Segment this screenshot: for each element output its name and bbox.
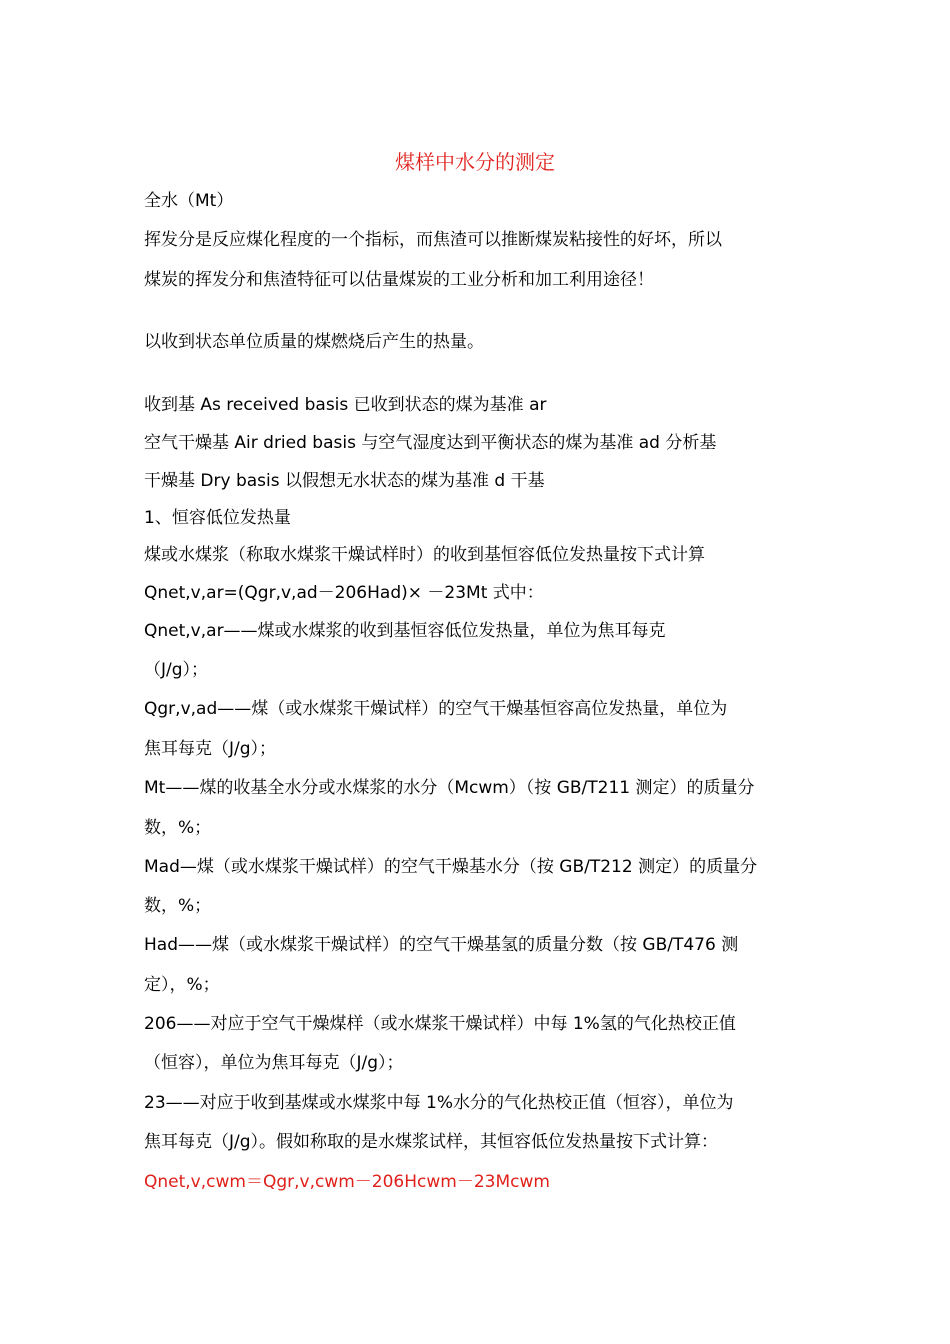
text-line: 焦耳每克（J/g）； xyxy=(144,739,277,759)
text-line: 干燥基 Dry basis 以假想无水状态的煤为基准 d 干基 xyxy=(144,471,545,491)
text-line: 煤或水煤浆（称取水煤浆干燥试样时）的收到基恒容低位发热量按下式计算 xyxy=(144,545,705,565)
text-line: （J/g）； xyxy=(144,660,209,680)
text-line: 空气干燥基 Air dried basis 与空气湿度达到平衡状态的煤为基准 ad 分析基 xyxy=(144,433,717,453)
formula-line-highlighted: Qnet,v,cwm＝Qgr,v,cwm－206Hcwm－23Mcwm xyxy=(144,1172,550,1192)
text-line: 焦耳每克（J/g）。假如称取的是水煤浆试样，其恒容低位发热量按下式计算： xyxy=(144,1132,719,1152)
section-heading: 1、恒容低位发热量 xyxy=(144,508,291,528)
text-line: Qnet,v,ar——煤或水煤浆的收到基恒容低位发热量，单位为焦耳每克 xyxy=(144,621,666,641)
text-line: 206——对应于空气干燥煤样（或水煤浆干燥试样）中每 1%氢的气化热校正值 xyxy=(144,1014,736,1034)
text-line: 挥发分是反应煤化程度的一个指标，而焦渣可以推断煤炭粘接性的好坏，所以 xyxy=(144,230,722,250)
text-line: 以收到状态单位质量的煤燃烧后产生的热量。 xyxy=(144,332,484,352)
text-line: Qgr,v,ad——煤（或水煤浆干燥试样）的空气干燥基恒容高位发热量，单位为 xyxy=(144,699,728,719)
text-line: （恒容），单位为焦耳每克（J/g）； xyxy=(144,1053,404,1073)
text-line: 定），%； xyxy=(144,975,220,995)
formula-line: Qnet,v,ar=(Qgr,v,ad－206Had)× －23Mt 式中： xyxy=(144,583,544,603)
document-title: 煤样中水分的测定 xyxy=(395,150,555,174)
text-line: 数，%； xyxy=(144,896,212,916)
text-line: 数，%； xyxy=(144,818,212,838)
text-line: Mt——煤的收基全水分或水煤浆的水分（Mcwm）（按 GB/T211 测定）的质量分 xyxy=(144,778,755,798)
text-line: Had——煤（或水煤浆干燥试样）的空气干燥基氢的质量分数（按 GB/T476 测 xyxy=(144,935,739,955)
text-line: 23——对应于收到基煤或水煤浆中每 1%水分的气化热校正值（恒容），单位为 xyxy=(144,1093,734,1113)
text-line: 收到基 As received basis 已收到状态的煤为基准 ar xyxy=(144,395,547,415)
text-line: 煤炭的挥发分和焦渣特征可以估量煤炭的工业分析和加工利用途径！ xyxy=(144,270,654,290)
text-line: Mad—煤（或水煤浆干燥试样）的空气干燥基水分（按 GB/T212 测定）的质量分 xyxy=(144,857,758,877)
text-line: 全水（Mt） xyxy=(144,191,234,211)
